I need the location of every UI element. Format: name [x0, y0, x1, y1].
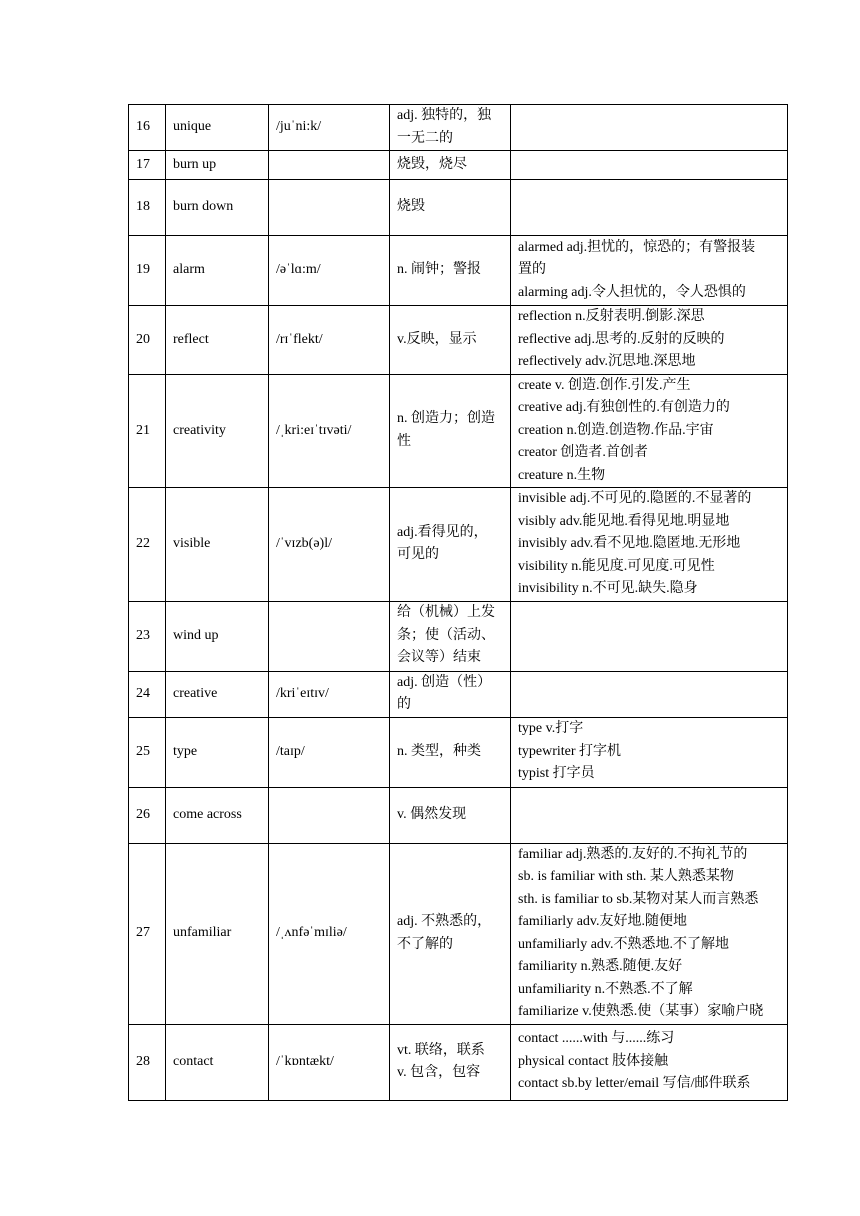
entry-meaning-line: 会议等）结束 [397, 650, 481, 666]
entry-derivatives-line: typist 打字员 [518, 766, 595, 782]
entry-phonetic: /kriˈeɪtɪv/ [269, 671, 390, 717]
entry-word: come across [166, 787, 269, 843]
entry-derivatives [511, 236, 788, 306]
table-row [129, 671, 788, 717]
entry-derivatives-line: visibly adv.能见地.看得见地.明显地 [518, 513, 730, 529]
entry-derivatives-line: visibility n.能见度.可见度.可见性 [518, 558, 715, 574]
table-row [129, 180, 788, 236]
entry-derivatives-line: invisible adj.不可见的.隐匿的.不显著的 [518, 491, 752, 506]
entry-derivatives-line: physical contact 肢体接触 [518, 1053, 669, 1069]
entry-meaning [390, 151, 511, 180]
entry-derivatives-line: familiarize v.使熟悉.使（某事）家喻户晓 [518, 1004, 764, 1019]
vocabulary-table [128, 104, 788, 1101]
entry-word: creativity [166, 374, 269, 488]
entry-meaning-line: 条；使（活动、 [397, 627, 495, 643]
entry-derivatives-line: unfamiliarity n.不熟悉.不了解 [518, 981, 693, 997]
entry-phonetic [269, 787, 390, 843]
table-row [129, 236, 788, 306]
entry-word: unique [166, 105, 269, 151]
table-row [129, 787, 788, 843]
entry-word: burn down [166, 180, 269, 236]
entry-derivatives-line: typewriter 打字机 [518, 743, 622, 759]
entry-derivatives-line: unfamiliarly adv.不熟悉地.不了解地 [518, 936, 730, 952]
entry-word: creative [166, 671, 269, 717]
entry-meaning-line: adj. 独特的，独 [397, 108, 492, 123]
entry-number: 27 [129, 843, 166, 1024]
entry-derivatives-line: 置的 [518, 262, 546, 278]
entry-word: contact [166, 1024, 269, 1100]
entry-meaning-line: 可见的 [397, 547, 439, 563]
entry-meaning-line: v.反映，显示 [397, 331, 477, 347]
entry-derivatives-line: reflectively adv.沉思地.深思地 [518, 354, 696, 369]
entry-meaning [390, 671, 511, 717]
entry-number: 21 [129, 374, 166, 488]
entry-derivatives-line: create v. 创造.创作.引发.产生 [518, 377, 691, 393]
entry-phonetic [269, 180, 390, 236]
entry-word: type [166, 717, 269, 787]
table-row [129, 105, 788, 151]
entry-derivatives-line: familiarity n.熟悉.随便.友好 [518, 959, 683, 974]
entry-derivatives [511, 105, 788, 151]
entry-derivatives-line: sb. is familiar with sth. 某人熟悉某物 [518, 869, 734, 884]
entry-number: 16 [129, 105, 166, 151]
table-row [129, 601, 788, 671]
entry-derivatives-line: creative adj.有独创性的.有创造力的 [518, 400, 730, 415]
entry-word: wind up [166, 601, 269, 671]
entry-meaning [390, 180, 511, 236]
entry-number: 20 [129, 306, 166, 375]
entry-derivatives [511, 671, 788, 717]
entry-derivatives-line: alarming adj.令人担忧的，令人恐惧的 [518, 284, 746, 300]
entry-meaning-line: 不了解的 [397, 936, 453, 952]
entry-meaning [390, 787, 511, 843]
entry-meaning-line: v. 偶然发现 [397, 806, 467, 822]
entry-derivatives [511, 374, 788, 488]
entry-meaning [390, 1024, 511, 1100]
entry-derivatives-line: familiar adj.熟悉的.友好的.不拘礼节的 [518, 846, 748, 862]
entry-phonetic: /ˈkɒntækt/ [269, 1024, 390, 1100]
entry-derivatives-line: sth. is familiar to sb.某物对某人而言熟悉 [518, 891, 759, 907]
entry-meaning-line: adj.看得见的， [397, 524, 488, 540]
entry-meaning [390, 105, 511, 151]
entry-word: burn up [166, 151, 269, 180]
entry-meaning [390, 306, 511, 375]
entry-meaning [390, 236, 511, 306]
entry-meaning-line: n. 创造力；创造 [397, 411, 495, 427]
entry-phonetic: /əˈlɑ:m/ [269, 236, 390, 306]
entry-number: 26 [129, 787, 166, 843]
entry-word: unfamiliar [166, 843, 269, 1024]
entry-word: visible [166, 488, 269, 602]
table-row [129, 843, 788, 1024]
entry-derivatives-line: creature n.生物 [518, 467, 606, 483]
entry-meaning [390, 601, 511, 671]
entry-derivatives [511, 717, 788, 787]
entry-number: 23 [129, 601, 166, 671]
table-row [129, 306, 788, 375]
entry-derivatives-line: type v.打字 [518, 721, 584, 737]
entry-derivatives [511, 306, 788, 375]
entry-meaning-line: 烧毁 [397, 199, 425, 215]
entry-meaning-line: adj. 创造（性） [397, 674, 492, 690]
entry-meaning-line: adj. 不熟悉的， [397, 914, 492, 929]
entry-meaning-line: 的 [397, 697, 411, 712]
entry-meaning-line: 性 [397, 433, 411, 449]
entry-phonetic: /ˌʌnfəˈmɪliə/ [269, 843, 390, 1024]
entry-derivatives [511, 601, 788, 671]
entry-phonetic [269, 151, 390, 180]
entry-meaning [390, 488, 511, 602]
entry-derivatives-line: alarmed adj.担忧的，惊恐的；有警报装 [518, 239, 756, 255]
entry-derivatives-line: invisibly adv.看不见地.隐匿地.无形地 [518, 536, 741, 551]
table-row [129, 488, 788, 602]
entry-meaning-line: 一无二的 [397, 130, 453, 146]
entry-number: 17 [129, 151, 166, 180]
entry-number: 19 [129, 236, 166, 306]
entry-number: 25 [129, 717, 166, 787]
entry-number: 18 [129, 180, 166, 236]
entry-phonetic: /rɪˈflekt/ [269, 306, 390, 375]
entry-meaning [390, 717, 511, 787]
entry-derivatives-line: invisibility n.不可见.缺失.隐身 [518, 581, 698, 596]
entry-derivatives [511, 151, 788, 180]
entry-meaning-line: v. 包含，包容 [397, 1065, 481, 1080]
entry-meaning-line: vt. 联络，联系 [397, 1042, 485, 1058]
entry-derivatives-line: familiarly adv.友好地.随便地 [518, 914, 688, 929]
vocabulary-table-body [129, 105, 788, 1101]
entry-derivatives-line: creation n.创造.创造物.作品.宇宙 [518, 422, 714, 438]
entry-derivatives-line: reflective adj.思考的.反射的反映的 [518, 331, 725, 347]
entry-number: 24 [129, 671, 166, 717]
entry-derivatives [511, 787, 788, 843]
entry-meaning-line: n. 类型，种类 [397, 743, 481, 759]
table-row [129, 717, 788, 787]
entry-phonetic: /juˈni:k/ [269, 105, 390, 151]
entry-number: 28 [129, 1024, 166, 1100]
entry-number: 22 [129, 488, 166, 602]
table-row [129, 151, 788, 180]
entry-word: alarm [166, 236, 269, 306]
entry-meaning-line: n. 闹钟；警报 [397, 262, 481, 278]
entry-phonetic [269, 601, 390, 671]
entry-phonetic: /ˈvɪzb(ə)l/ [269, 488, 390, 602]
entry-meaning [390, 843, 511, 1024]
entry-phonetic: /taɪp/ [269, 717, 390, 787]
entry-meaning-line: 给（机械）上发 [397, 605, 495, 621]
entry-derivatives [511, 843, 788, 1024]
entry-phonetic: /ˌkri:eɪˈtɪvəti/ [269, 374, 390, 488]
entry-meaning [390, 374, 511, 488]
entry-derivatives-line: creator 创造者.首创者 [518, 445, 648, 460]
entry-derivatives [511, 488, 788, 602]
entry-word: reflect [166, 306, 269, 375]
table-row [129, 1024, 788, 1100]
entry-derivatives-line: contact ......with 与......练习 [518, 1031, 675, 1047]
entry-meaning-line: 烧毁，烧尽 [397, 156, 467, 172]
entry-derivatives-line: reflection n.反射表明.倒影.深思 [518, 309, 705, 324]
entry-derivatives [511, 1024, 788, 1100]
entry-derivatives [511, 180, 788, 236]
entry-derivatives-line: contact sb.by letter/email 写信/邮件联系 [518, 1076, 751, 1092]
table-row [129, 374, 788, 488]
